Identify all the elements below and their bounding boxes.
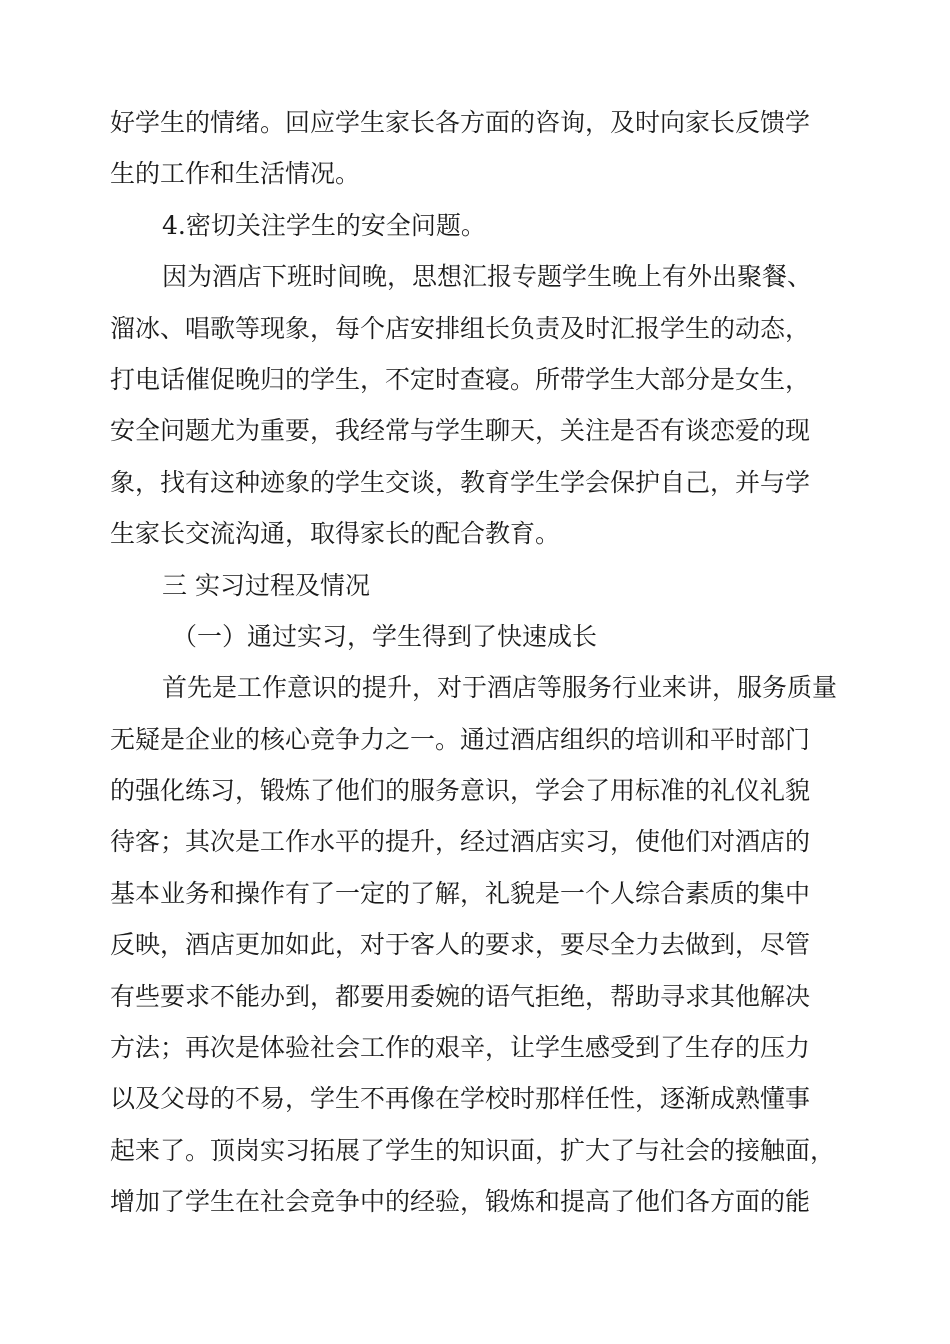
text-line: 好学生的情绪。回应学生家长各方面的咨询，及时向家长反馈学 (110, 108, 811, 137)
list-item-heading: 4.密切关注学生的安全问题。 (162, 210, 486, 240)
section-heading: 三 实习过程及情况 (162, 570, 370, 600)
text-line: 生家长交流沟通，取得家长的配合教育。 (110, 519, 561, 549)
text-line: 象，找有这种迹象的学生交谈，教育学生学会保护自己，并与学 (110, 467, 811, 497)
text-line: 基本业务和操作有了一定的了解，礼貌是一个人综合素质的集中 (110, 878, 811, 908)
text-line: 安全问题尤为重要，我经常与学生聊天，关注是否有谈恋爱的现 (110, 416, 811, 446)
paragraph-start: 因为酒店下班时间晚，思想汇报专题学生晚上有外出聚餐、 (162, 262, 813, 292)
text-line: 溜冰、唱歌等现象，每个店安排组长负责及时汇报学生的动态， (110, 313, 811, 343)
text-line: 增加了学生在社会竞争中的经验，锻炼和提高了他们各方面的能 (110, 1187, 811, 1217)
text-line: 无疑是企业的核心竞争力之一。通过酒店组织的培训和平时部门 (110, 724, 811, 754)
text-line: 以及父母的不易，学生不再像在学校时那样任性，逐渐成熟懂事 (110, 1084, 811, 1114)
subsection-heading: （一）通过实习，学生得到了快速成长 (172, 621, 598, 651)
paragraph-start: 首先是工作意识的提升，对于酒店等服务行业来讲，服务质量 (162, 673, 838, 703)
text-line: 有些要求不能办到，都要用委婉的语气拒绝，帮助寻求其他解决 (110, 981, 811, 1011)
text-line: 生的工作和生活情况。 (110, 159, 361, 189)
text-line: 方法；再次是体验社会工作的艰辛，让学生感受到了生存的压力 (110, 1033, 811, 1063)
text-line: 起来了。顶岗实习拓展了学生的知识面，扩大了与社会的接触面， (110, 1135, 836, 1165)
text-line: 打电话催促晚归的学生，不定时查寝。所带学生大部分是女生， (110, 364, 811, 394)
text-line: 待客；其次是工作水平的提升，经过酒店实习，使他们对酒店的 (110, 827, 811, 857)
text-line: 反映，酒店更加如此，对于客人的要求，要尽全力去做到，尽管 (110, 930, 811, 960)
text-line: 的强化练习，锻炼了他们的服务意识，学会了用标准的礼仪礼貌 (110, 776, 811, 806)
document-body (110, 97, 845, 1228)
